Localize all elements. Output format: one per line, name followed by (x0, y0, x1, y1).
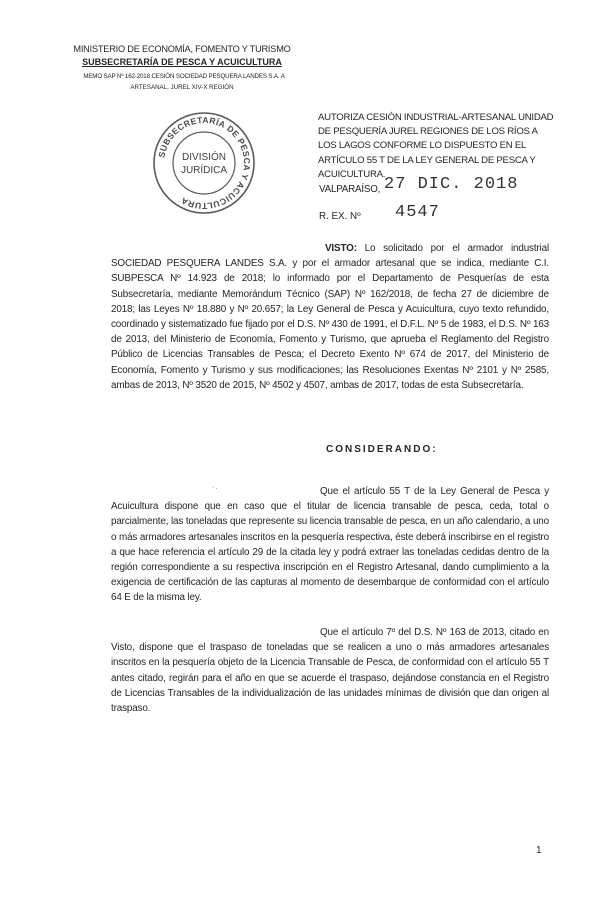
resolution-number: 4547 (395, 203, 440, 222)
resolution-title: AUTORIZA CESIÓN INDUSTRIAL-ARTESANAL UNIDAD DE PESQUERÍA JUREL REGIONES DE LOS RÍOS A LOS LAGOS CONFORME LO DISPUESTO EN EL ARTÍCULO 55 T DE LA LEY GENERAL DE PESCA Y ACUICULTURA. (318, 112, 554, 180)
stamp-inner-line1: DIVISIÓN (182, 152, 226, 163)
visto-lead: VISTO: (325, 243, 357, 254)
stamp-inner-line2: JURÍDICA (180, 165, 228, 176)
considerando-heading: CONSIDERANDO: (326, 444, 438, 455)
scan-specks: ·. (212, 484, 219, 491)
resolution-number-label: R. EX. Nº (319, 211, 361, 222)
considerando-paragraph-2: Que el artículo 7º del D.S. Nº 163 de 2013, citado en Visto, dispone que el traspaso de toneladas que se realicen a uno o más armadores artesanales inscritos en la pesquería objeto de la Licencia Transable de Pesca, de conformidad con el artículo 55 T antes citado, regirán para el año en que se acuerde el traspaso, dejándose constancia en el Registro de Licencias Transables de la individualización de las unidades mínimas de división que dan origen al traspaso. (111, 627, 549, 715)
stamp-ring-text: SUBSECRETARÍA DE PESCA Y ACUICULTURA (156, 114, 253, 212)
memo-reference-line2: ARTESANAL, JUREL XIV-X REGIÓN (130, 84, 234, 91)
subsecretaria-name: SUBSECRETARÍA DE PESCA Y ACUICULTURA (82, 57, 282, 67)
division-juridica-stamp (151, 110, 257, 216)
memo-reference: MEMO SAP Nº 162-2018 CESIÓN SOCIEDAD PESQUERA LANDES S.A. A (83, 73, 285, 80)
visto-text: Lo solicitado por el armador industrial SOCIEDAD PESQUERA LANDES S.A. y por el armador artesanal que se indica, mediante C.I. SUBPESCA Nº 14.923 de 2018; lo informado por el Departamento de Pesquerías de esta Subsecretaría, mediante Memorándum Técnico (SAP) Nº 162/2018, de fecha 27 de diciembre de 2018; las Leyes Nº 18.880 y Nº 20.657; la Ley General de Pesca y Acuicultura, cuyo texto refundido, coordinado y sistematizado fue fijado por el D.S. Nº 430 de 1991, el D.F.L. Nº 5 de 1983, el D.S. Nº 163 de 2013, del Ministerio de Economía, Fomento y Turismo, que aprueba el Reglamento del Registro Público de Licencias Transables de Pesca; el Decreto Exento Nº 674 de 2017, del Ministerio de Economía, Fomento y Turismo y sus modificaciones; las Resoluciones Exentas Nº 2101 y Nº 2585, ambas de 2013, Nº 3520 de 2015, Nº 4502 y 4507, ambas de 2017, todas de esta Subsecretaría. (111, 243, 549, 391)
page-number: 1 (536, 845, 542, 856)
place-label: VALPARAÍSO, (319, 184, 381, 195)
considerando-paragraph-1: Que el artículo 55 T de la Ley General de Pesca y Acuicultura dispone que en caso que el titular de licencia transable de pesca, ceda, total o parcialmente, las toneladas que represente su licencia transable de pesca, en un año calendario, a uno o más armadores artesanales inscritos en la pesquería respectiva, éste deberá inscribirse en el registro a que hace referencia el artículo 29 de la citada ley y podrá extraer las toneladas cedidas dentro de la región correspondiente a su respectiva inscripción en el Registro Artesanal, dando cumplimiento a la exigencia de certificación de las capturas al momento de desembarque de conformidad con el artículo 64 E de la misma ley. (111, 486, 549, 604)
ministry-name: MINISTERIO DE ECONOMÍA, FOMENTO Y TURISMO (73, 44, 291, 54)
date-stamp: 27 DIC. 2018 (384, 175, 519, 194)
visto-paragraph (111, 241, 549, 393)
